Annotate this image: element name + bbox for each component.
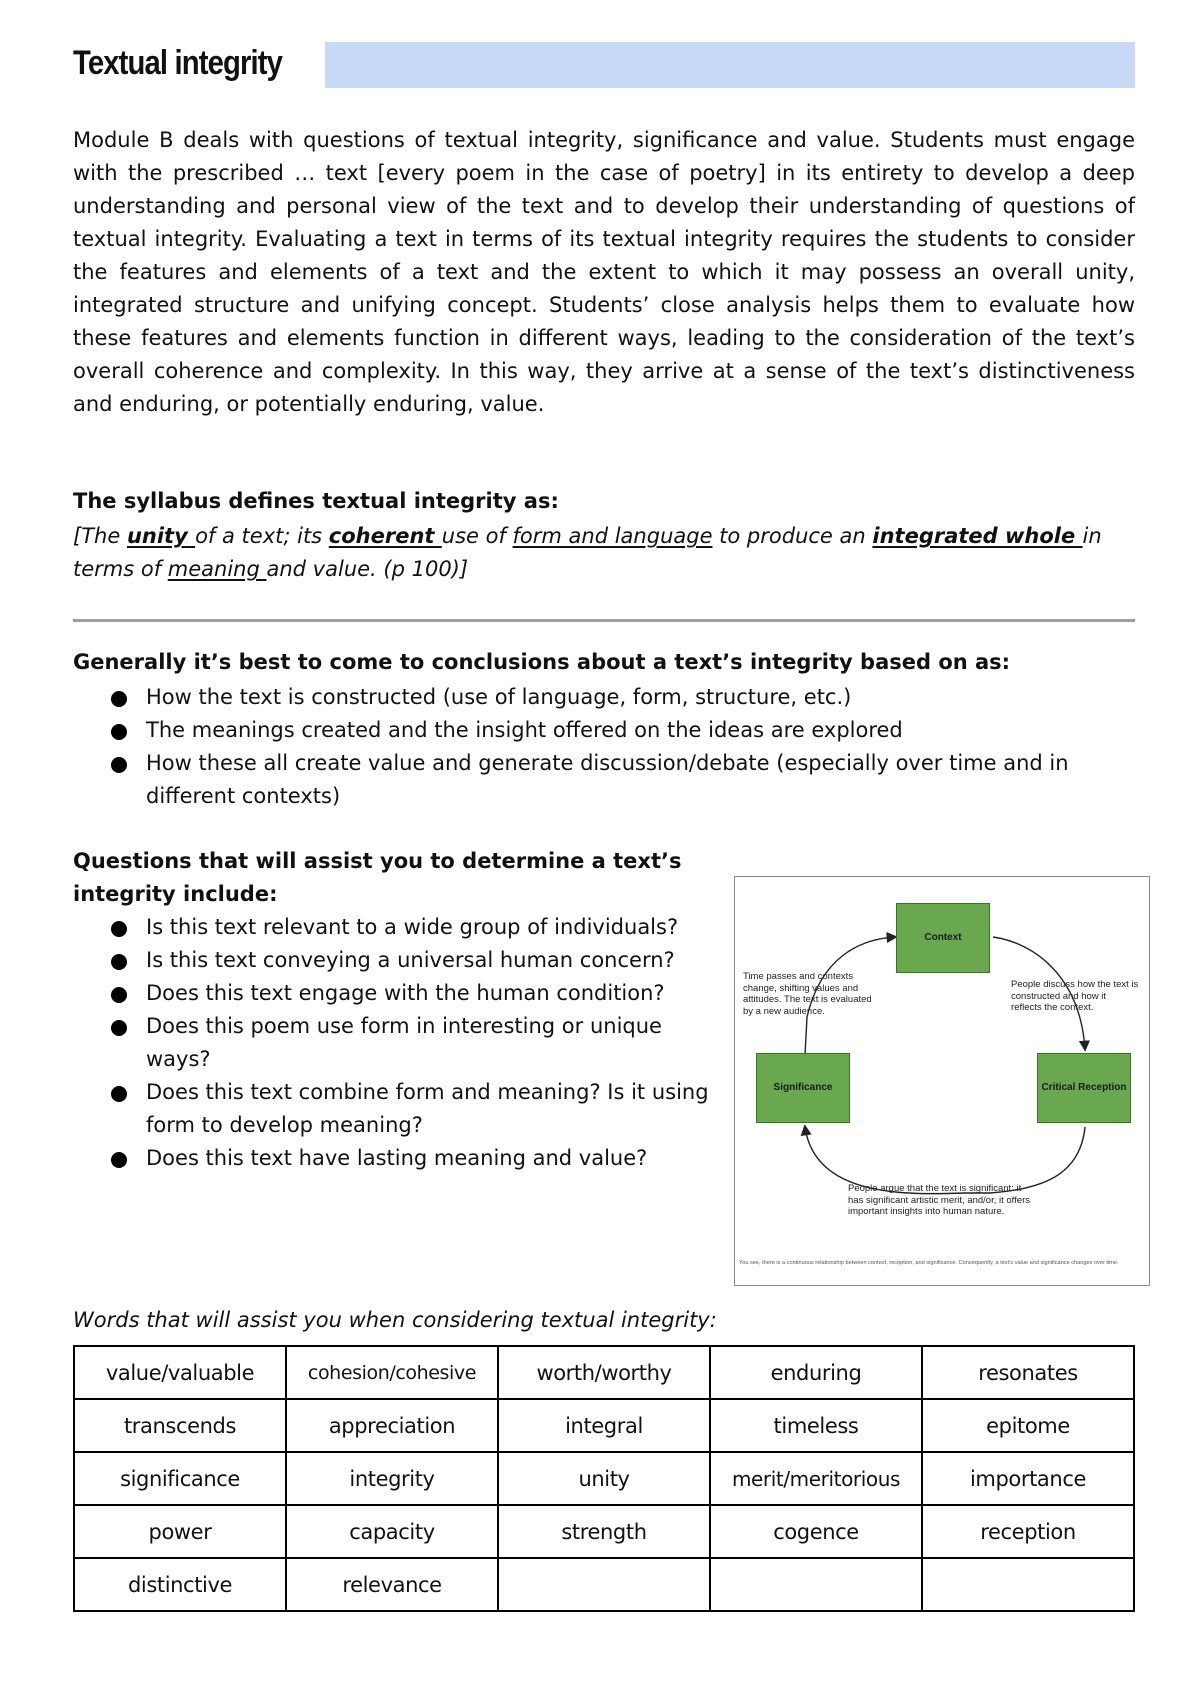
list-item: Is this text relevant to a wide group of individuals?	[73, 911, 733, 944]
syllabus-definition: [The unity of a text; its coherent use of form and language to produce an integrated whole in terms of meaning and value. (p 100)]	[73, 524, 1102, 581]
bullet-icon	[111, 1020, 127, 1036]
significance-box: Significance	[756, 1053, 850, 1123]
table-row	[74, 1505, 1134, 1558]
general-list	[73, 681, 1135, 813]
syllabus-heading: The syllabus defines textual integrity as:	[73, 489, 559, 513]
table-cell: epitome	[922, 1399, 1134, 1452]
table-cell: cogence	[710, 1505, 922, 1558]
table-cell: reception	[922, 1505, 1134, 1558]
horizontal-divider	[73, 619, 1135, 622]
bullet-icon	[111, 954, 127, 970]
list-item: Is this text conveying a universal human concern?	[73, 944, 733, 977]
table-cell	[922, 1558, 1134, 1611]
title-highlight-bar	[325, 42, 1135, 88]
list-item: Does this text engage with the human condition?	[73, 977, 733, 1010]
table-row	[74, 1452, 1134, 1505]
note-left: Time passes and contexts change, shifting values and attitudes. The text is evaluated by a new audience.	[743, 971, 872, 1017]
table-cell: significance	[74, 1452, 286, 1505]
list-item: How the text is constructed (use of language, form, structure, etc.)	[73, 681, 1135, 714]
table-cell: worth/worthy	[498, 1346, 710, 1399]
table-cell: timeless	[710, 1399, 922, 1452]
words-heading: Words that will assist you when considering textual integrity:	[73, 1308, 717, 1332]
table-cell: power	[74, 1505, 286, 1558]
bullet-icon	[111, 757, 127, 773]
general-heading: Generally it’s best to come to conclusions about a text’s integrity based on as:	[73, 650, 1011, 674]
table-cell: enduring	[710, 1346, 922, 1399]
diagram-footer: You see, there is a continuous relationship between context, reception, and significance. Consequently, a text's value and significance changes over time.	[739, 1260, 1119, 1266]
bullet-icon	[111, 1086, 127, 1102]
table-cell: distinctive	[74, 1558, 286, 1611]
table-cell: resonates	[922, 1346, 1134, 1399]
note-bottom: People argue that the text is significant: it has significant artistic merit, and/or, it offers important insights into human nature.	[848, 1183, 1030, 1217]
list-item: Does this text have lasting meaning and value?	[73, 1142, 733, 1175]
bullet-icon	[111, 691, 127, 707]
table-cell: appreciation	[286, 1399, 498, 1452]
table-cell: integral	[498, 1399, 710, 1452]
critical-reception-box: Critical Reception	[1037, 1053, 1131, 1123]
cycle-diagram	[734, 876, 1150, 1286]
document-page	[73, 0, 1139, 1696]
table-row	[74, 1399, 1134, 1452]
table-cell: importance	[922, 1452, 1134, 1505]
table-cell: value/valuable	[74, 1346, 286, 1399]
bullet-icon	[111, 724, 127, 740]
questions-heading: Questions that will assist you to determine a text’s integrity include:	[73, 849, 682, 906]
table-cell: strength	[498, 1505, 710, 1558]
table-cell	[498, 1558, 710, 1611]
bullet-icon	[111, 987, 127, 1003]
bullet-icon	[111, 921, 127, 937]
table-cell: transcends	[74, 1399, 286, 1452]
bullet-icon	[111, 1152, 127, 1168]
list-item: Does this poem use form in interesting or unique ways?	[73, 1010, 733, 1076]
title-row	[73, 42, 1135, 88]
table-row	[74, 1346, 1134, 1399]
table-row	[74, 1558, 1134, 1611]
list-item: Does this text combine form and meaning? Is it using form to develop meaning?	[73, 1076, 733, 1142]
table-cell: relevance	[286, 1558, 498, 1611]
page-title: Textual integrity	[73, 44, 283, 82]
intro-paragraph: Module B deals with questions of textual integrity, significance and value. Students must engage with the prescribed … text [every poem in the case of poetry] in its entirety to develop a deep understanding and personal view of the text and to develop their understanding of questions of textual integrity. Evaluating a text in terms of its textual integrity requires the students to consider the features and elements of a text and the extent to which it may possess an overall unity, integrated structure and unifying concept. Students’ close analysis helps them to evaluate how these features and elements function in different ways, leading to the consideration of the text’s overall coherence and complexity. In this way, they arrive at a sense of the text’s distinctiveness and enduring, or potentially enduring, value.	[73, 128, 1135, 416]
list-item: How these all create value and generate discussion/debate (especially over time and in different contexts)	[73, 747, 1135, 813]
table-cell: merit/meritorious	[710, 1452, 922, 1505]
list-item: The meanings created and the insight offered on the ideas are explored	[73, 714, 1135, 747]
note-right: People discuss how the text is constructed and how it reflects the context.	[1011, 979, 1139, 1013]
words-table	[73, 1345, 1135, 1612]
table-cell: cohesion/cohesive	[286, 1346, 498, 1399]
questions-list	[73, 911, 733, 1175]
table-cell: integrity	[286, 1452, 498, 1505]
table-cell	[710, 1558, 922, 1611]
table-cell: capacity	[286, 1505, 498, 1558]
context-box: Context	[896, 903, 990, 973]
table-cell: unity	[498, 1452, 710, 1505]
